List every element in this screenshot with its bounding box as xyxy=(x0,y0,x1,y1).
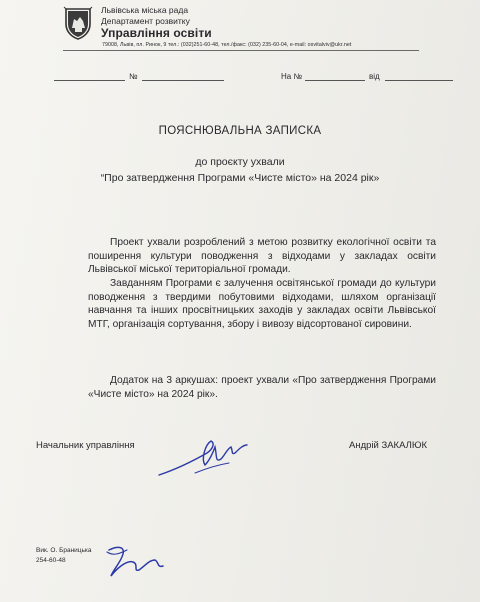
document-subtitle-line2: “Про затвердження Програми «Чисте місто» на 2024 рік» xyxy=(100,172,380,184)
paragraph-purpose: Проект ухвали розроблений з метою розвитку екологічної освіти та поширення культури поводження з відходами у закладах освіти Львівської міської територіальної громади. xyxy=(88,237,436,276)
header-divider xyxy=(63,50,419,51)
from-date-blank-line xyxy=(385,80,453,81)
executor-name: Вик. О. Браницька xyxy=(36,547,92,554)
org-city-council: Львівська міська рада xyxy=(101,5,189,15)
signer-name: Андрій ЗАКАЛЮК xyxy=(349,440,427,451)
city-coat-of-arms-icon xyxy=(63,6,93,40)
org-address: 79008, Львів, пл. Ринок, 9 тел.: (032)251-60-48, тел./факс: (032) 235-60-04, e-mail: osvitalviv@ukr.net xyxy=(102,42,352,48)
executor-initials-signature xyxy=(103,540,171,580)
executor-phone: 254-60-48 xyxy=(36,557,66,564)
reg-number-label: № xyxy=(129,72,138,81)
paragraph-attachment: Додаток на 3 аркушах: проект ухвали «Про затвердження Програми «Чисте місто» на 2024 рік». xyxy=(88,375,436,400)
document-subtitle-line1: до проєкту ухвали xyxy=(195,156,285,168)
org-department: Департамент розвитку xyxy=(101,16,190,26)
date-blank-line xyxy=(54,80,125,81)
document-title: ПОЯСНЮВАЛЬНА ЗАПИСКА xyxy=(158,125,322,137)
handwritten-signature xyxy=(155,415,260,485)
incoming-number-label: На № xyxy=(281,72,303,81)
reg-number-blank-line xyxy=(142,80,224,81)
incoming-number-blank-line xyxy=(305,80,365,81)
org-education-office: Управління освіти xyxy=(101,26,212,40)
paragraph-tasks: Завданням Програми є залучення освітянської громади до культури поводження з твердими побутовими відходами, шляхом організації навчання та інших просвітницьких заходів у закладах освіти Львівської МТГ, організація сортування, збору і вивозу відсортованої сировини. xyxy=(88,278,436,330)
signer-position: Начальник управління xyxy=(36,440,135,451)
from-date-label: від xyxy=(369,72,380,81)
